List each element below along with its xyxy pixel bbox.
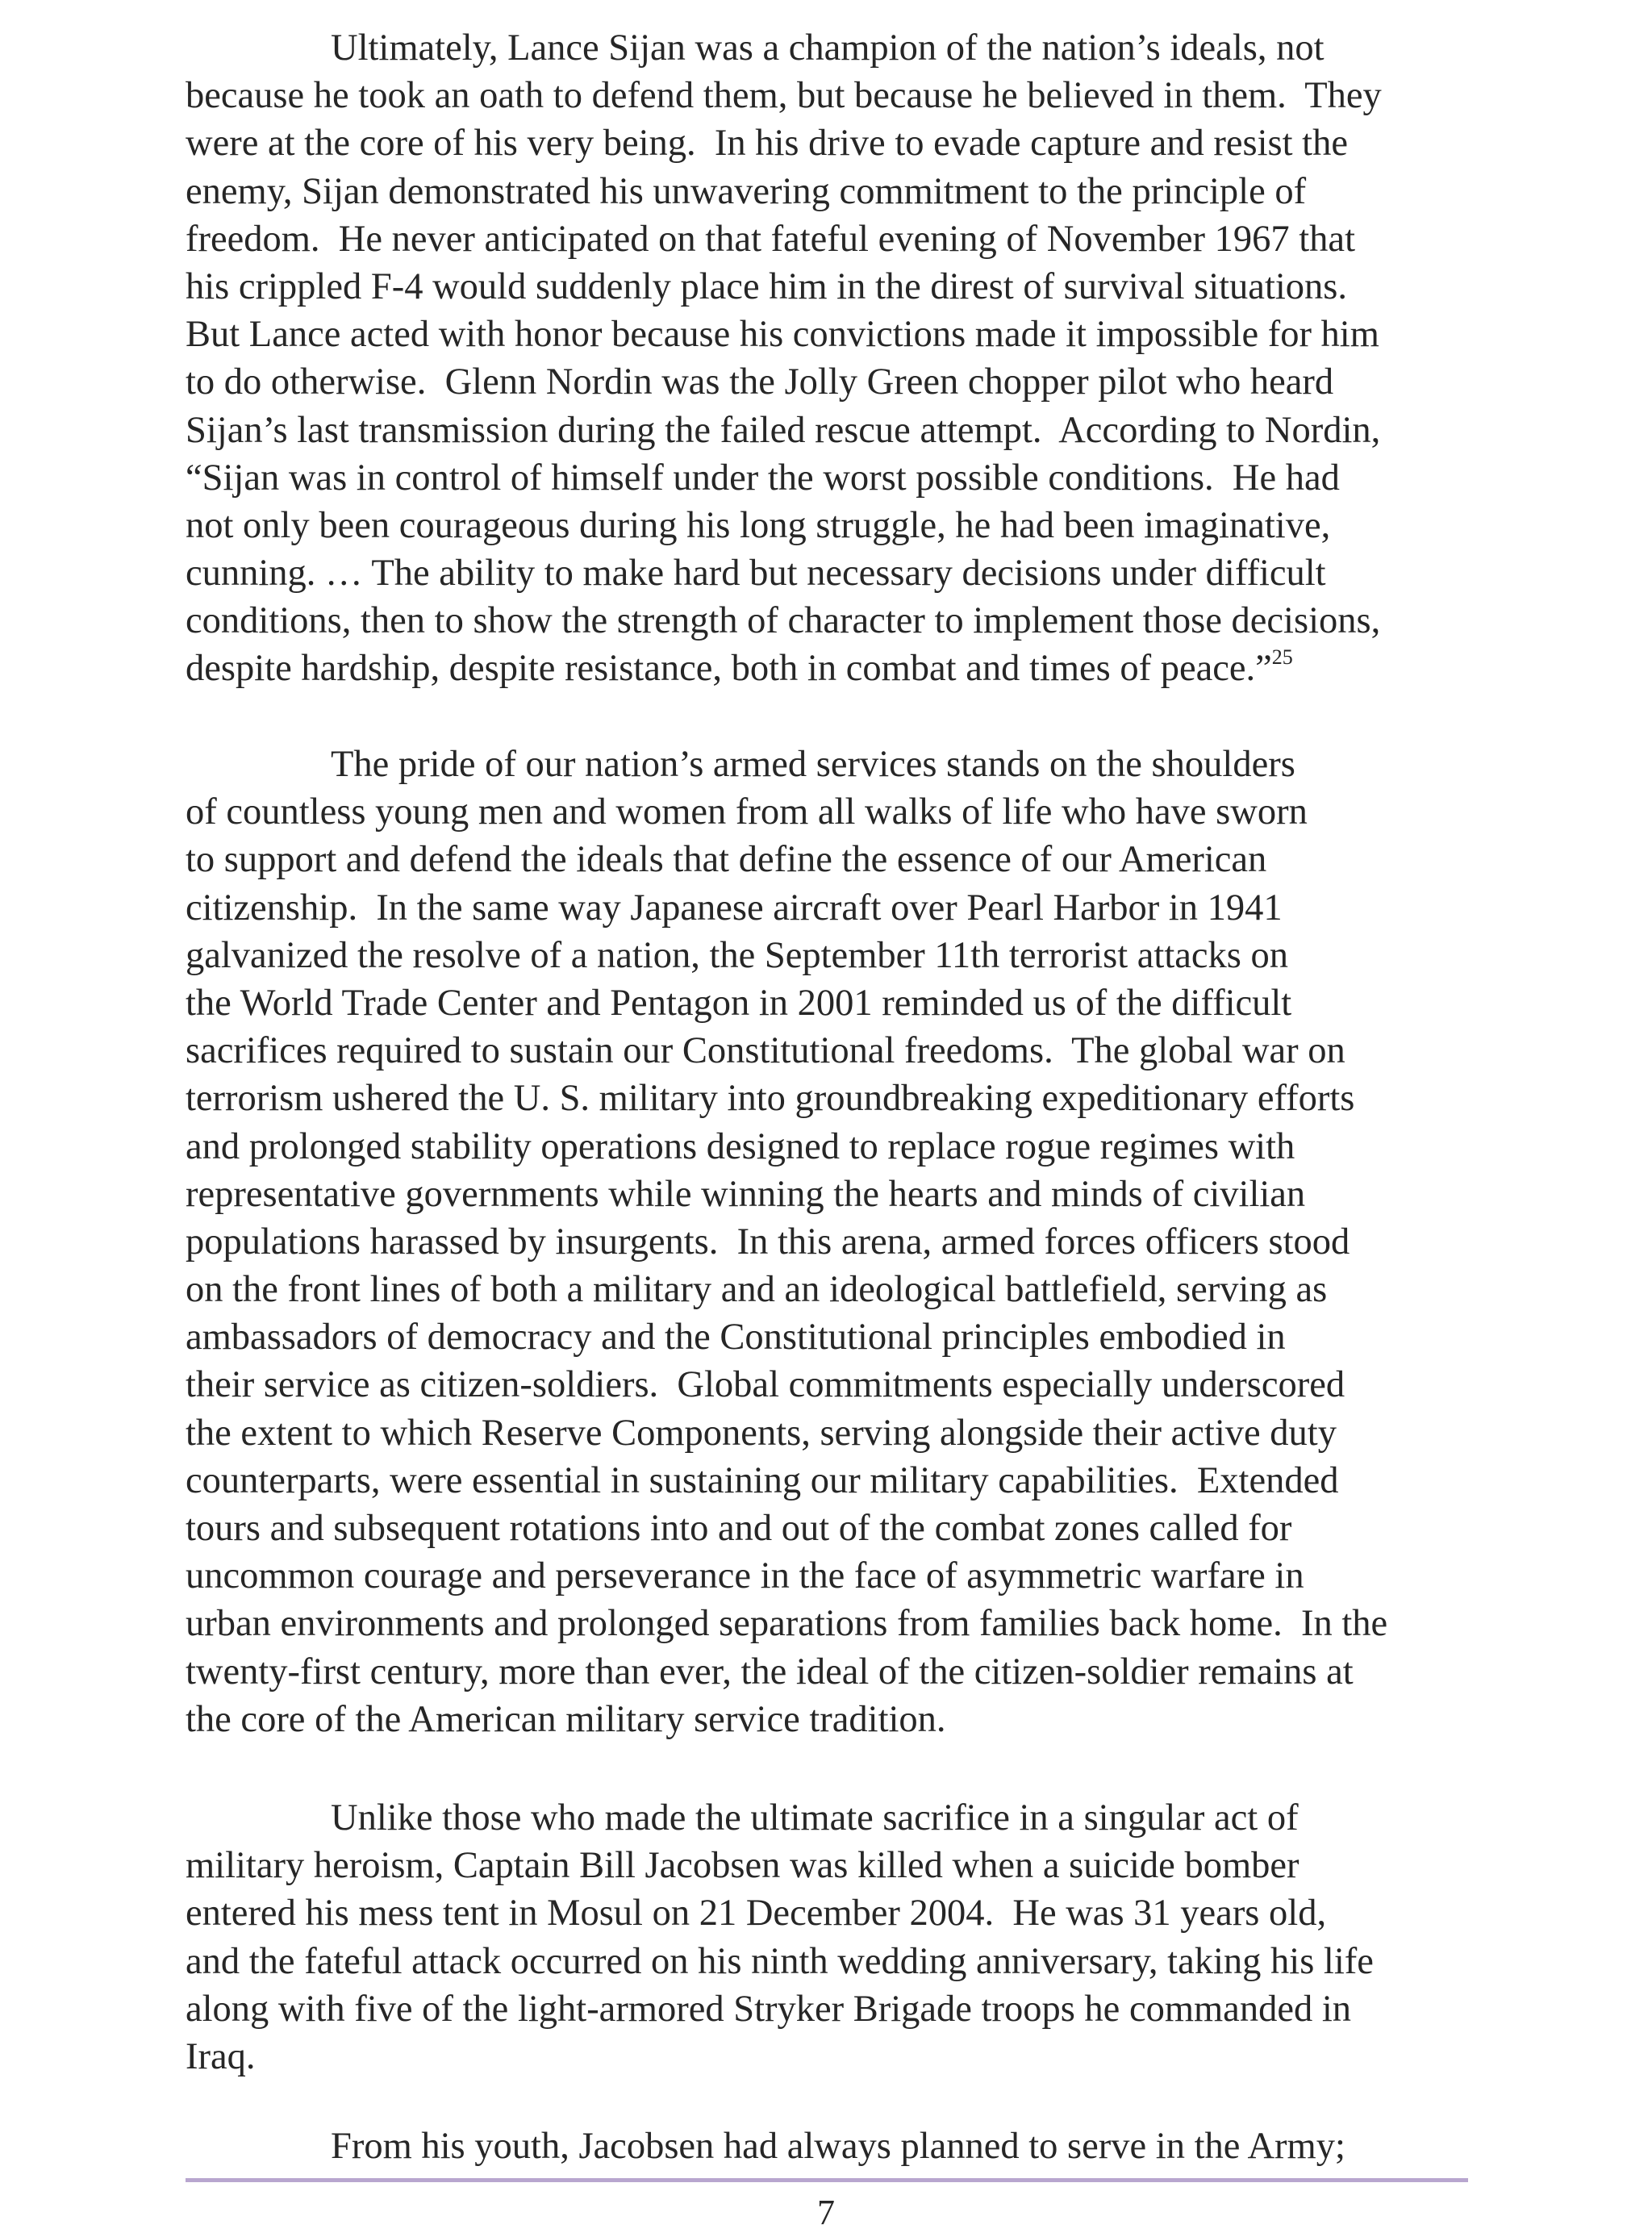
text-line: counterparts, were essential in sustaining our military capabilities. Extended xyxy=(186,1459,1339,1501)
text-line: the core of the American military service tradition. xyxy=(186,1698,946,1740)
text-line: urban environments and prolonged separations from families back home. In the xyxy=(186,1603,1388,1645)
text-line: cunning. … The ability to make hard but necessary decisions under difficult xyxy=(186,553,1326,595)
text-line: tours and subsequent rotations into and out of the combat zones called for xyxy=(186,1508,1292,1549)
text-line: and the fateful attack occurred on his ninth wedding anniversary, taking his life xyxy=(186,1940,1374,1982)
text-line: terrorism ushered the U. S. military into groundbreaking expeditionary efforts xyxy=(186,1078,1355,1120)
footnote-marker: 25 xyxy=(1271,645,1293,669)
text-line: “Sijan was in control of himself under the worst possible conditions. He had xyxy=(186,457,1340,499)
text-line: to support and defend the ideals that define the essence of our American xyxy=(186,839,1267,881)
text-line: sacrifices required to sustain our Constitutional freedoms. The global war on xyxy=(186,1030,1345,1072)
paragraph-sijan-ideals xyxy=(186,24,1468,693)
text-line: Sijan’s last transmission during the failed rescue attempt. According to Nordin, xyxy=(186,409,1381,451)
text-line: conditions, then to show the strength of character to implement those decisions, xyxy=(186,600,1381,642)
text-line: galvanized the resolve of a nation, the September 11th terrorist attacks on xyxy=(186,934,1288,976)
text-line: the extent to which Reserve Components, serving alongside their active duty xyxy=(186,1412,1337,1454)
text-line: were at the core of his very being. In his drive to evade capture and resist the xyxy=(186,123,1348,165)
text-line: The pride of our nation’s armed services stands on the shoulders xyxy=(331,744,1295,785)
text-line: twenty-first century, more than ever, the ideal of the citizen-soldier remains at xyxy=(186,1651,1354,1692)
text-line: of countless young men and women from all walks of life who have sworn xyxy=(186,791,1308,833)
text-line: military heroism, Captain Bill Jacobsen was killed when a suicide bomber xyxy=(186,1845,1299,1887)
text-line: uncommon courage and perseverance in the face of asymmetric warfare in xyxy=(186,1555,1304,1597)
footer-divider xyxy=(186,2178,1468,2182)
paragraph-armed-services-pride xyxy=(186,741,1468,1743)
text-line: on the front lines of both a military and an ideological battlefield, serving as xyxy=(186,1269,1328,1311)
text-line: But Lance acted with honor because his convictions made it impossible for him xyxy=(186,314,1379,356)
text-line: entered his mess tent in Mosul on 21 December 2004. He was 31 years old, xyxy=(186,1893,1327,1935)
text-line: representative governments while winning the hearts and minds of civilian xyxy=(186,1173,1306,1215)
text-line-with-footnote xyxy=(186,645,1468,692)
text-line: populations harassed by insurgents. In this arena, armed forces officers stood xyxy=(186,1221,1350,1263)
paragraph-jacobsen-youth xyxy=(186,2122,1468,2170)
text-line: freedom. He never anticipated on that fateful evening of November 1967 that xyxy=(186,218,1355,260)
text-line: Ultimately, Lance Sijan was a champion of the nation’s ideals, not xyxy=(331,27,1325,69)
text-line: because he took an oath to defend them, but because he believed in them. They xyxy=(186,75,1382,117)
paragraph-jacobsen-sacrifice xyxy=(186,1794,1468,2081)
text-line: Unlike those who made the ultimate sacrifice in a singular act of xyxy=(331,1797,1299,1839)
text-line-content: despite hardship, despite resistance, both in combat and times of peace.” xyxy=(186,648,1272,690)
text-line: their service as citizen-soldiers. Global commitments especially underscored xyxy=(186,1364,1345,1406)
page-number: 7 xyxy=(817,2193,835,2232)
text-line: his crippled F-4 would suddenly place him in the direst of survival situations. xyxy=(186,265,1348,307)
text-line: From his youth, Jacobsen had always planned to serve in the Army; xyxy=(331,2126,1345,2167)
text-line: along with five of the light-armored Stryker Brigade troops he commanded in xyxy=(186,1988,1351,2030)
text-line: and prolonged stability operations designed to replace rogue regimes with xyxy=(186,1125,1295,1167)
text-line: Iraq. xyxy=(186,2035,256,2077)
text-line: the World Trade Center and Pentagon in 2001 reminded us of the difficult xyxy=(186,982,1292,1024)
text-line: not only been courageous during his long struggle, he had been imaginative, xyxy=(186,504,1331,546)
text-line: ambassadors of democracy and the Constitutional principles embodied in xyxy=(186,1317,1286,1359)
text-line: citizenship. In the same way Japanese aircraft over Pearl Harbor in 1941 xyxy=(186,887,1283,929)
text-line: to do otherwise. Glenn Nordin was the Jolly Green chopper pilot who heard xyxy=(186,361,1334,403)
text-line: enemy, Sijan demonstrated his unwavering commitment to the principle of xyxy=(186,170,1307,212)
